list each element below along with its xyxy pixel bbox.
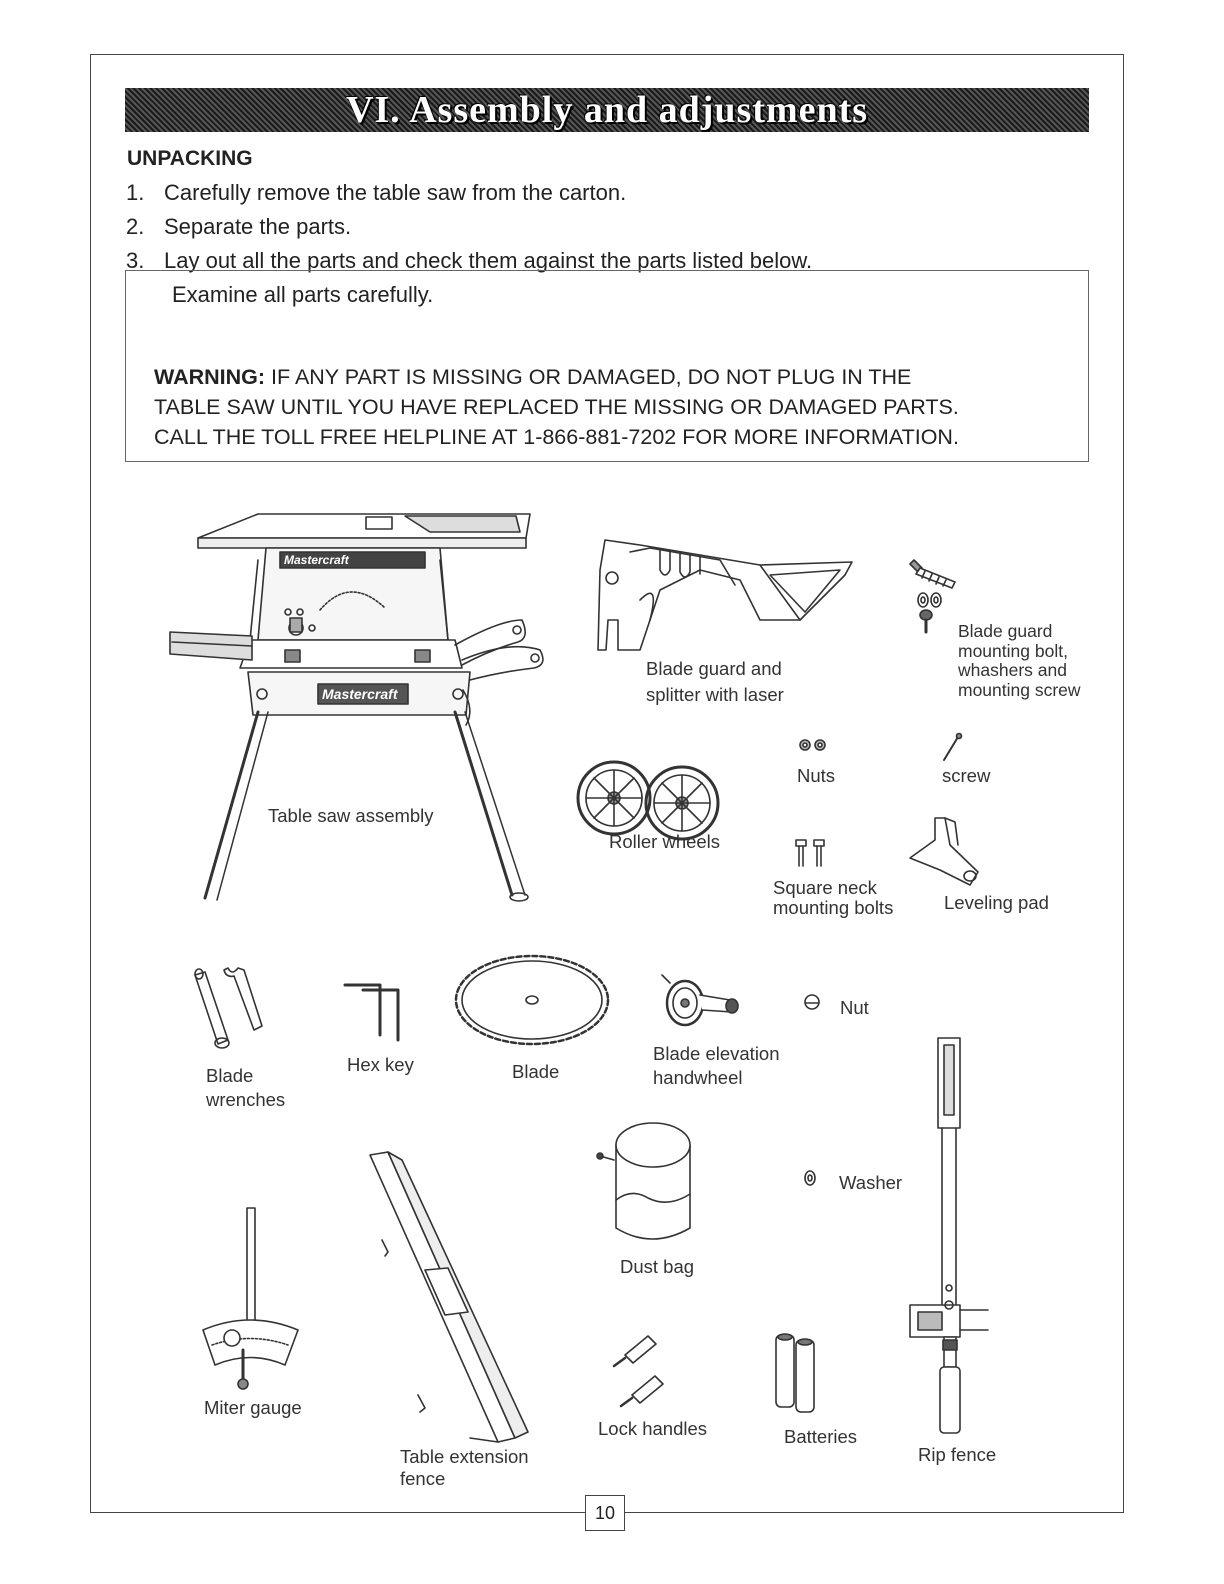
label-lock-handles: Lock handles: [598, 1418, 708, 1439]
square-neck-bolts-illustration: [796, 840, 824, 866]
blade-wrenches-illustration: [195, 968, 262, 1048]
label-guard-bolt-line-4: mounting screw: [958, 680, 1081, 700]
section-title: VI. Assembly and adjustments: [345, 89, 869, 131]
warning-label: WARNING:: [154, 365, 266, 389]
label-batteries: Batteries: [784, 1426, 858, 1447]
label-blade-guard-line-2: splitter with laser: [646, 684, 784, 705]
label-nut: Nut: [840, 997, 869, 1018]
label-guard-bolt-line-3: whashers and: [958, 660, 1067, 680]
label-blade: Blade: [512, 1061, 560, 1082]
label-guard-bolt-line-1: Blade guard: [958, 621, 1053, 641]
step-3: 3. Lay out all the parts and check them against the parts listed below.: [126, 248, 813, 273]
dust-bag-illustration: [597, 1123, 690, 1239]
unpacking-heading: UNPACKING: [127, 147, 253, 170]
label-leveling-pad: Leveling pad: [944, 892, 1049, 913]
label-roller-wheels: Roller wheels: [609, 831, 721, 852]
label-rip-fence: Rip fence: [918, 1444, 997, 1465]
label-blade-wrenches-line-2: wrenches: [206, 1089, 286, 1110]
label-miter-gauge: Miter gauge: [204, 1397, 302, 1418]
step-1: 1. Carefully remove the table saw from the carton.: [126, 180, 627, 205]
label-dust-bag: Dust bag: [620, 1256, 695, 1277]
label-handwheel-line-1: Blade elevation: [653, 1043, 780, 1064]
batteries-illustration: [776, 1334, 814, 1412]
leveling-pad-illustration: [910, 818, 978, 885]
label-table-saw-assembly: Table saw assembly: [268, 805, 434, 826]
washer-illustration: [805, 1171, 815, 1185]
handwheel-illustration: [662, 975, 738, 1025]
warning-line-3: CALL THE TOLL FREE HELPLINE AT 1-866-881-7202 FOR MORE INFORMATION.: [154, 425, 959, 449]
stand-brand-logo: Mastercraft: [322, 686, 398, 702]
label-ext-fence-line-1: Table extension: [400, 1446, 529, 1467]
step-2: 2. Separate the parts.: [126, 214, 352, 239]
table-saw-illustration: [170, 514, 543, 901]
label-screw: screw: [942, 765, 991, 786]
blade-illustration: [456, 956, 608, 1044]
saw-brand-logo: Mastercraft: [284, 553, 349, 567]
screw-illustration: [944, 734, 962, 761]
label-guard-bolt-line-2: mounting bolt,: [958, 641, 1068, 661]
step-3-continuation: Examine all parts carefully.: [172, 282, 434, 307]
label-ext-fence-line-2: fence: [400, 1468, 446, 1489]
miter-gauge-illustration: [203, 1208, 298, 1389]
rip-fence-illustration: [910, 1038, 988, 1433]
nut-illustration: [805, 995, 819, 1009]
roller-wheels-illustration: [578, 762, 718, 839]
label-handwheel-line-2: handwheel: [653, 1067, 743, 1088]
label-nuts: Nuts: [797, 765, 836, 786]
table-extension-fence-illustration: [370, 1152, 528, 1442]
label-square-neck-line-2: mounting bolts: [773, 897, 894, 918]
blade-guard-illustration: [598, 540, 852, 650]
nuts-illustration: [800, 740, 825, 750]
hex-key-illustration: [345, 985, 398, 1040]
label-blade-wrenches-line-1: Blade: [206, 1065, 254, 1086]
warning-line-1: IF ANY PART IS MISSING OR DAMAGED, DO NOT PLUG IN THE: [265, 365, 912, 389]
lock-handles-illustration: [614, 1336, 663, 1406]
label-blade-guard-line-1: Blade guard and: [646, 658, 782, 679]
page-number: 10: [585, 1495, 625, 1531]
label-hex-key: Hex key: [347, 1054, 414, 1075]
label-square-neck-line-1: Square neck: [773, 877, 877, 898]
label-washer: Washer: [839, 1172, 903, 1193]
warning-line-2: TABLE SAW UNTIL YOU HAVE REPLACED THE MISSING OR DAMAGED PARTS.: [154, 395, 959, 419]
guard-bolt-illustration: [910, 560, 955, 632]
